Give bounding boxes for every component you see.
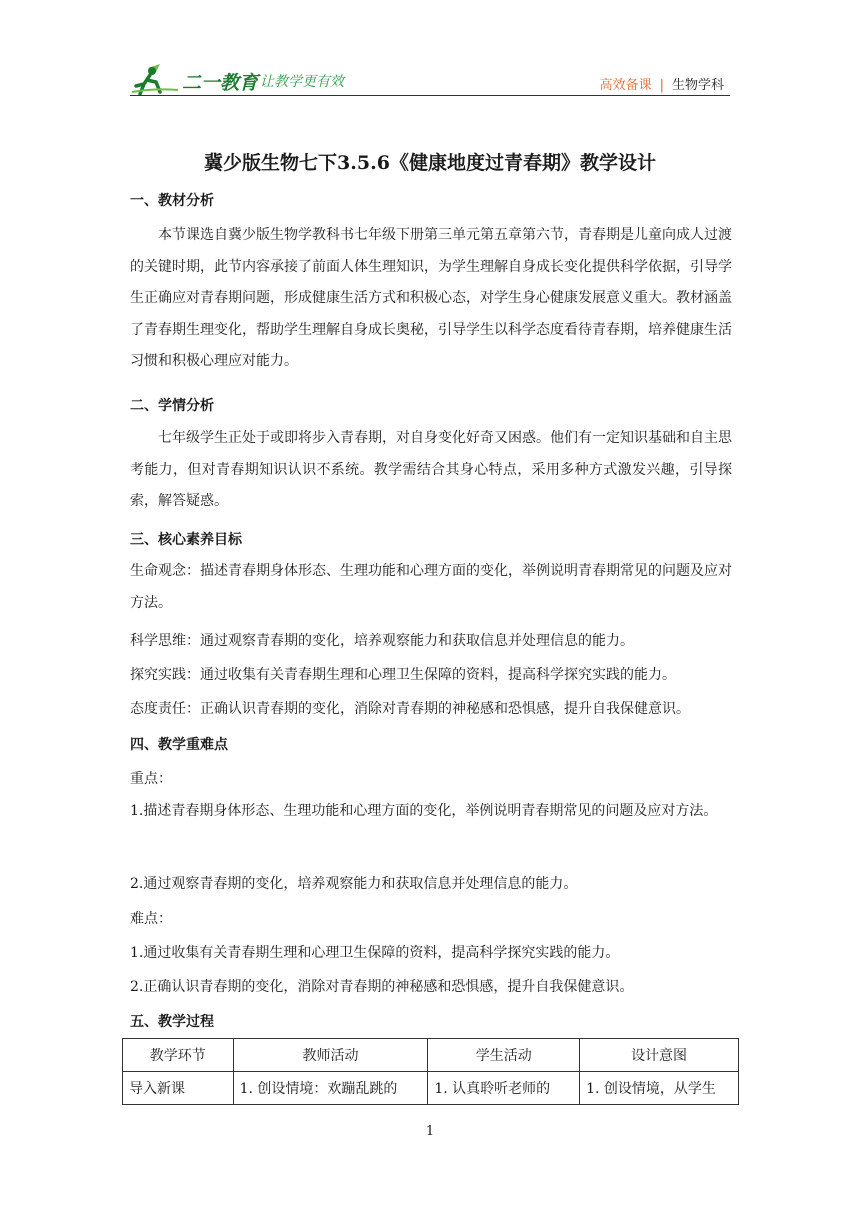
slogan: 让教学更有效	[260, 74, 344, 90]
goal-life-concept: 生命观念：描述青春期身体形态、生理功能和心理方面的变化，举例说明青春期常见的问题及应对方法。	[130, 563, 732, 611]
tag-separator: |	[659, 78, 664, 93]
table-cell: 导入新课	[123, 1072, 234, 1105]
difficult-point-2: 2.正确认识青春期的变化，消除对青春期的神秘感和恐惧感，提升自我保健意识。	[130, 979, 634, 995]
section-2-heading: 二、学情分析	[130, 398, 214, 414]
document-title: 冀少版生物七下3.5.6《健康地度过青春期》教学设计	[204, 152, 656, 174]
table-header-cell: 设计意图	[580, 1039, 739, 1072]
section-4-heading: 四、教学重难点	[130, 737, 228, 753]
section-1-paragraph: 本节课选自冀少版生物学教科书七年级下册第三单元第五章第六节，青春期是儿童向成人过渡的关键时期，此节内容承接了前面人体生理知识，为学生理解自身成长变化提供科学依据，引导学生正确应对青春期问题，形成健康生活方式和积极心态，对学生身心健康发展意义重大。教材涵盖了青春期生理变化，帮助学生理解自身成长奥秘，引导学生以科学态度看待青春期，培养健康生活习惯和积极心理应对能力。	[130, 227, 732, 369]
section-2-paragraph: 七年级学生正处于或即将步入青春期，对自身变化好奇又困惑。他们有一定知识基础和自主思考能力，但对青春期知识认识不系统。教学需结合其身心特点，采用多种方式激发兴趣，引导探索，解答疑惑。	[130, 430, 732, 509]
header-divider	[130, 95, 730, 96]
page-number: 1	[425, 1124, 435, 1139]
teaching-process-table	[122, 1038, 739, 1105]
tag-subject: 生物学科	[671, 78, 724, 93]
table-header-row	[123, 1039, 739, 1072]
table-header-cell: 教师活动	[233, 1039, 428, 1072]
section-5-heading: 五、教学过程	[130, 1014, 214, 1030]
table-cell: 1. 创设情境，从学生	[580, 1072, 739, 1105]
tag-efficient-prep: 高效备课	[599, 78, 652, 93]
goal-scientific-thinking: 科学思维：通过观察青春期的变化，培养观察能力和获取信息并处理信息的能力。	[130, 633, 634, 649]
key-point-2: 2.通过观察青春期的变化，培养观察能力和获取信息并处理信息的能力。	[130, 876, 578, 892]
goal-inquiry-practice: 探究实践：通过收集有关青春期生理和心理卫生保障的资料，提高科学探究实践的能力。	[130, 667, 676, 683]
table-cell: 1. 创设情境：欢蹦乱跳的	[233, 1072, 428, 1105]
table-cell: 1. 认真聆听老师的	[428, 1072, 580, 1105]
goal-attitude-responsibility: 态度责任：正确认识青春期的变化，消除对青春期的神秘感和恐惧感，提升自我保健意识。	[130, 701, 690, 717]
page-header	[130, 62, 730, 98]
key-point-1: 1.描述青春期身体形态、生理功能和心理方面的变化，举例说明青春期常见的问题及应对方法。	[130, 803, 718, 819]
table-header-cell: 学生活动	[428, 1039, 580, 1072]
header-tags	[600, 74, 724, 93]
brand-logo	[130, 62, 380, 98]
table-row	[123, 1072, 739, 1105]
key-points-label: 重点：	[130, 771, 172, 787]
runner-logo-icon	[130, 62, 180, 98]
table-header-cell: 教学环节	[123, 1039, 234, 1072]
section-1-heading: 一、教材分析	[130, 193, 214, 209]
difficult-point-1: 1.通过收集有关青春期生理和心理卫生保障的资料，提高科学探究实践的能力。	[130, 945, 620, 961]
difficult-points-label: 难点：	[130, 911, 172, 927]
section-3-heading: 三、核心素养目标	[130, 532, 242, 548]
logo-text: 二一教育	[182, 72, 259, 94]
